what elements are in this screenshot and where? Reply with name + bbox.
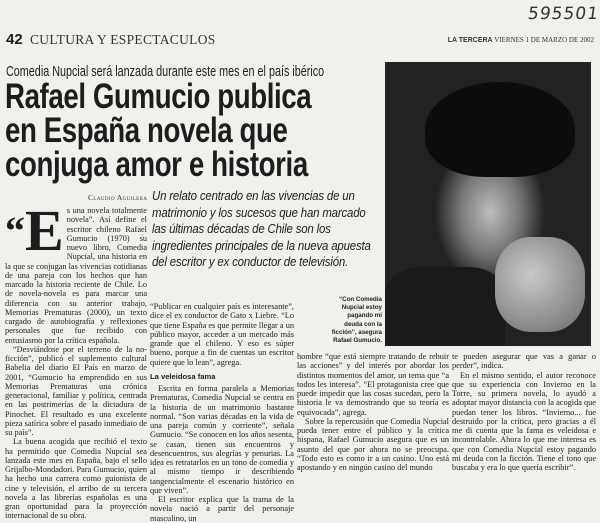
headline-line: en España novela que <box>5 111 288 150</box>
headline-line: conjuga amor e historia <box>5 145 308 184</box>
body-column-4 <box>452 352 596 472</box>
drop-cap-quote: “ <box>5 208 25 253</box>
paragraph: te pueden asegurar que vas a ganar o perder”, indica. <box>452 352 596 371</box>
page-number: 42 <box>6 31 23 48</box>
paragraph: Escrita en forma paralela a Memorias Prematuras, Comedia Nupcial se centra en la historia de un matrimonio bastante normal. “Son varias décadas en la vida de una pareja común y corriente”, señala Gumucio. “Se conocen en los años sesenta, se casan, tienen sus encuentros y desencuentros, sus alegrías y penurias. La idea es retratarlos en un tono de comedia y al mismo tiempo ir describiendo tangencialmente el escenario histórico en que viven”. <box>150 384 294 495</box>
handwritten-archive-number: 595501 <box>526 4 600 24</box>
photo-shoulder <box>385 267 505 346</box>
body-column-3 <box>297 352 449 472</box>
paragraph: Sobre la repercusión que Comedia Nupcial pueda tener entre el público y la crítica hispana, Rafael Gumucio asegura que es un asunto del que por ahora no se preocupa. “Todo esto es como ir a un casino. Uno está apostando y en ningún casino del mundo <box>297 416 449 472</box>
masthead <box>448 36 594 44</box>
headline <box>5 77 312 184</box>
drop-cap <box>5 198 64 263</box>
photo-caption: “Con Comedia Nupcial estoy pagando mi deuda con la ficción”, asegura Rafael Gumucio. <box>331 296 382 345</box>
author-photo <box>385 62 591 346</box>
body-column-2 <box>150 302 294 523</box>
photo-hair <box>425 82 575 177</box>
headline-line: Rafael Gumucio publica <box>5 77 312 116</box>
subheading: La veleidosa fama <box>150 371 216 381</box>
section-title: CULTURA Y ESPECTACULOS <box>30 32 216 47</box>
paragraph: “Publicar en cualquier país es interesante”, dice el ex conductor de Gato x Liebre. “Lo que tiene España es que permite llegar a un público mayor, acceder a un mercado más grande que el chileno. Y eso es súper bueno, porque a fin de cuentas un escritor quiere que lo lean”, agrega. <box>150 302 294 367</box>
kicker: Comedia Nupcial será lanzada durante este mes en el país ibérico <box>6 63 325 80</box>
paragraph: En el mismo sentido, el autor reconoce que su experiencia con Invierno en la Torre, su primera novela, lo ayudó a adoptar mayor distancia con la acogida que puedan tener los libros. “Invierno... fue destruido por la crítica, pero gracias a él me di cuenta que la fama es veleidosa e incontrolable. Ahora lo que me interesa es que con Comedia Nupcial estoy pagando mi deuda con la ficción. Tiene el tono que buscaba y era lo que quería escribir”. <box>452 370 596 472</box>
drop-cap-letter: E <box>25 198 64 263</box>
deck: Un relato centrado en las vivencias de un matrimonio y los sucesos que han marcado las últimas décadas de Chile son los ingredientes principales de la nueva apuesta del escritor y ex conductor de televisión. <box>152 188 371 269</box>
photo-hand <box>495 237 585 332</box>
newspaper-name: LA TERCERA <box>447 37 493 44</box>
paragraph: La buena acogida que recibió el texto ha permitido que Comedia Nupcial sea lanzada este mes en España, bajo el sello Grijalbo-Mondadori. Para Gumucio, quien ha hecho una carrera como guionista de cine y televisión, el arribo de su tercera novela a las librerías españolas es una gran oportunidad para la proyección internacional de su obra. <box>5 437 147 521</box>
paragraph: hombre “que está siempre tratando de rehuir las acciones” y del interés por abordar los distintos momentos del amor, un tema que “a todos les interesa”. “El protagonista cree que puede impedir que las cosas sucedan, pero la historia le va demostrando que su teoría es equivocada”, agrega. <box>297 352 449 417</box>
byline: Claudio Aguilera <box>88 193 148 202</box>
paragraph: “Desviándose por el terreno de la no-ficción”, publicó el suplemento cultural Babelia del diario El País en marzo de 2001, “Gumucio ha emprendido en sus Memorias Prematuras una crónica generacional, familiar y política, centrada en las postrimerías de la dictadura de Pinochet. El resultado es una excelente pieza satírica sobre el pasado inmediato de su país”. <box>5 344 147 437</box>
paragraph: El escritor explica que la trama de la novela nació a partir del personaje masculino, un <box>150 495 294 523</box>
issue-date: VIERNES 1 DE MARZO DE 2002 <box>494 36 594 44</box>
paragraph: s una novela totalmente novela”. Así define el escritor chileno Rafael Gumucio (1970) su nuevo libro, Comedia Nupcial, una historia en la que se conjugan las vivencias cotidianas de una pareja con los hechos que han marcado la historia reciente de Chile. Lo de novela-novela es para marcar una diferencia con su anterior trabajo, Memorias Prematuras (2000), un texto cargado de autobiografía y reflexiones personales que fue recibido con entusiasmo por la crítica española. <box>5 206 147 345</box>
body-column-1 <box>5 198 147 521</box>
